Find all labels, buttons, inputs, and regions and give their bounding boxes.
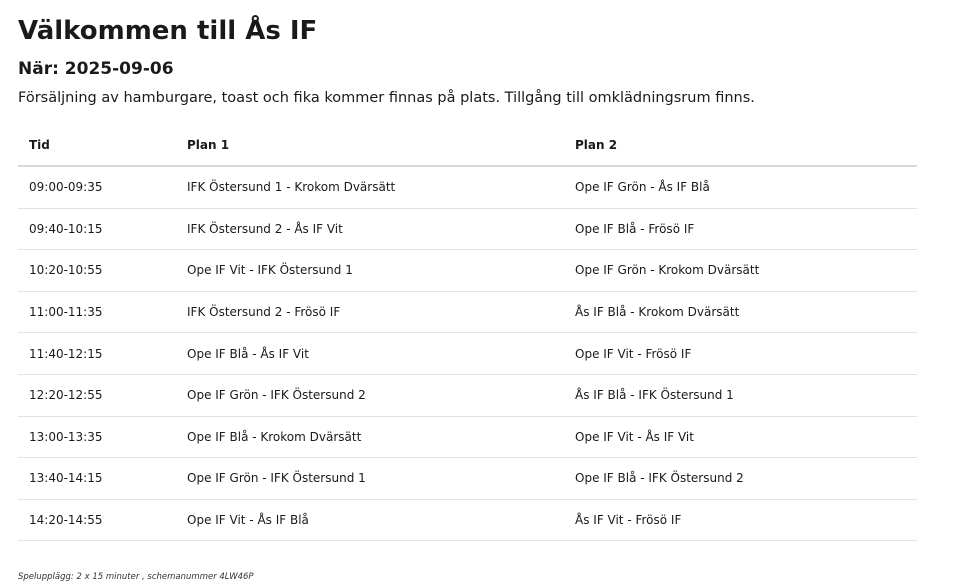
table-row: [18, 250, 917, 292]
table-row: [18, 166, 917, 208]
cell-time: 13:00-13:35: [18, 416, 176, 458]
table-row: [18, 374, 917, 416]
table-row: [18, 499, 917, 541]
page-title: Välkommen till Ås IF: [18, 16, 318, 46]
table-row: [18, 291, 917, 333]
header-plan-1: Plan 1: [176, 125, 564, 166]
table-row: [18, 333, 917, 375]
cell-plan-2: Ås IF Blå - IFK Östersund 1: [564, 374, 917, 416]
cell-plan-1: IFK Östersund 2 - Ås IF Vit: [176, 208, 564, 250]
cell-plan-2: Ås IF Blå - Krokom Dvärsätt: [564, 291, 917, 333]
cell-plan-2: Ope IF Blå - IFK Östersund 2: [564, 458, 917, 500]
cell-plan-1: Ope IF Blå - Ås IF Vit: [176, 333, 564, 375]
cell-plan-2: Ope IF Grön - Ås IF Blå: [564, 166, 917, 208]
header-plan-2: Plan 2: [564, 125, 917, 166]
cell-time: 11:40-12:15: [18, 333, 176, 375]
cell-plan-2: Ås IF Vit - Frösö IF: [564, 499, 917, 541]
cell-plan-1: Ope IF Grön - IFK Östersund 2: [176, 374, 564, 416]
header-tid: Tid: [18, 125, 176, 166]
intro-text: Försäljning av hamburgare, toast och fika kommer finnas på plats. Tillgång till omklädningsrum finns.: [18, 90, 755, 106]
cell-plan-2: Ope IF Blå - Frösö IF: [564, 208, 917, 250]
footer-note: Spelupplägg: 2 x 15 minuter , schemanummer 4LW46P: [18, 572, 254, 582]
cell-time: 09:00-09:35: [18, 166, 176, 208]
cell-time: 10:20-10:55: [18, 250, 176, 292]
cell-time: 11:00-11:35: [18, 291, 176, 333]
cell-time: 13:40-14:15: [18, 458, 176, 500]
table-header-row: [18, 125, 917, 166]
schedule-table: [18, 125, 917, 541]
cell-plan-1: Ope IF Vit - Ås IF Blå: [176, 499, 564, 541]
cell-plan-1: Ope IF Grön - IFK Östersund 1: [176, 458, 564, 500]
cell-time: 09:40-10:15: [18, 208, 176, 250]
cell-plan-2: Ope IF Vit - Frösö IF: [564, 333, 917, 375]
table-row: [18, 458, 917, 500]
date-line: När: 2025-09-06: [18, 59, 174, 79]
cell-plan-1: IFK Östersund 1 - Krokom Dvärsätt: [176, 166, 564, 208]
table-row: [18, 208, 917, 250]
cell-time: 14:20-14:55: [18, 499, 176, 541]
cell-plan-1: Ope IF Blå - Krokom Dvärsätt: [176, 416, 564, 458]
cell-plan-1: IFK Östersund 2 - Frösö IF: [176, 291, 564, 333]
cell-plan-2: Ope IF Vit - Ås IF Vit: [564, 416, 917, 458]
table-row: [18, 416, 917, 458]
cell-plan-1: Ope IF Vit - IFK Östersund 1: [176, 250, 564, 292]
cell-plan-2: Ope IF Grön - Krokom Dvärsätt: [564, 250, 917, 292]
cell-time: 12:20-12:55: [18, 374, 176, 416]
